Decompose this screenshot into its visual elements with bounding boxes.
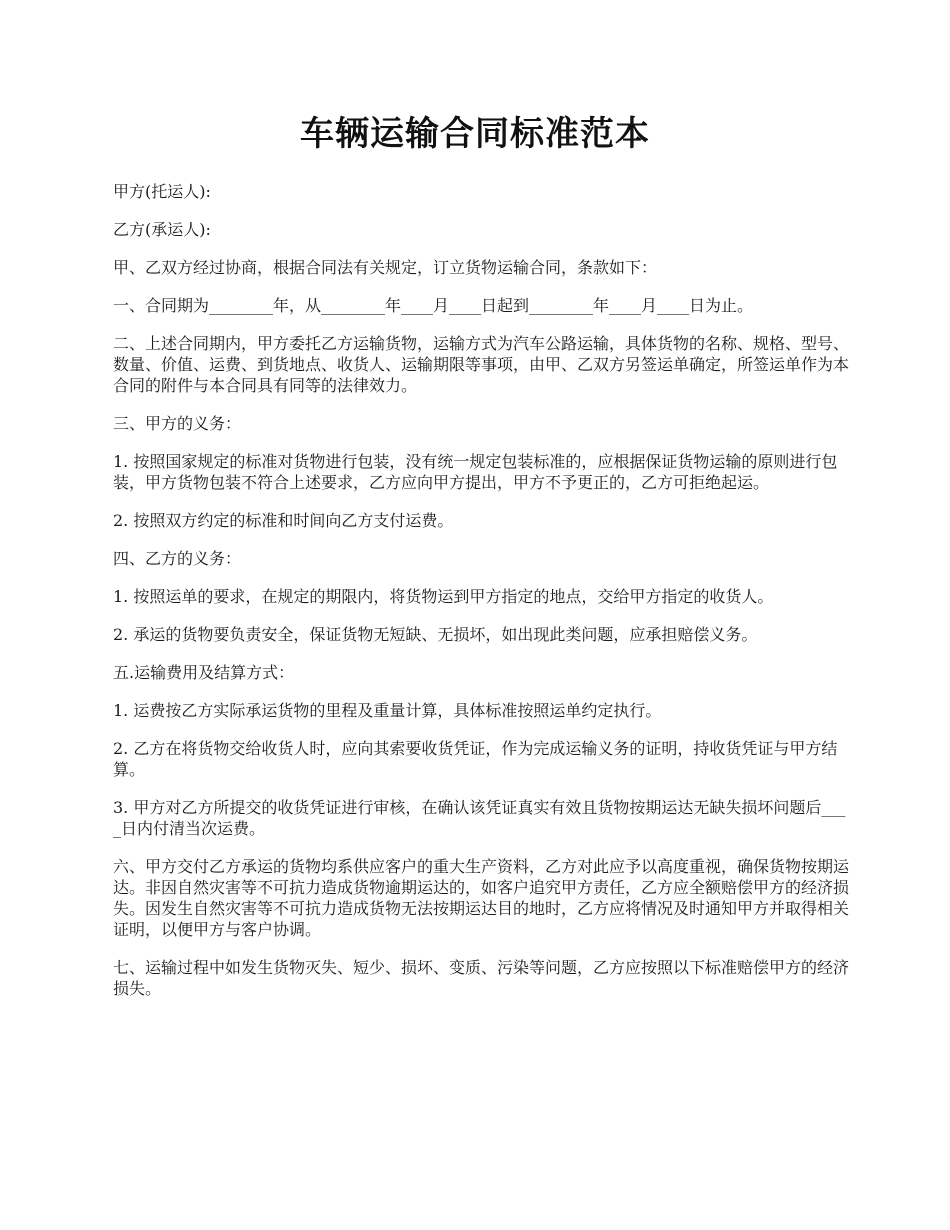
clause-5-heading: 五.运输费用及结算方式： [113,663,295,682]
clause-5-item-3: 3. 甲方对乙方所提交的收货凭证进行审核，在确认该凭证真实有效且货物按期运达无缺失损坏问题后____日内付清当次运费。 [113,798,846,838]
clause-4-item-1: 1. 按照运单的要求，在规定的期限内，将货物运到甲方指定的地点，交给甲方指定的收货人。 [113,587,774,606]
clause-6-paragraph: 六、甲方交付乙方承运的货物均系供应客户的重大生产资料，乙方对此应予以高度重视，确保货物按期运达。非因自然灾害等不可抗力造成货物逾期运达的，如客户追究甲方责任，乙方应全额赔偿甲方的经济损失。因发生自然灾害等不可抗力造成货物无法按期运达目的地时，乙方应将情况及时通知甲方并取得相关证明，以便甲方与客户协调。 [113,857,850,939]
clause-4-item-2: 2. 承运的货物要负责安全，保证货物无短缺、无损坏，如出现此类问题，应承担赔偿义务。 [113,625,758,644]
party-a-line: 甲方(托运人): [113,182,211,201]
intro-paragraph: 甲、乙双方经过协商，根据合同法有关规定，订立货物运输合同，条款如下： [113,258,658,277]
clause-3-item-2: 2. 按照双方约定的标准和时间向乙方支付运费。 [113,511,454,530]
clause-7-paragraph: 七、运输过程中如发生货物灭失、短少、损坏、变质、污染等问题，乙方应按照以下标准赔偿甲方的经济损失。 [113,958,850,998]
clause-5-item-2: 2. 乙方在将货物交给收货人时，应向其索要收货凭证，作为完成运输义务的证明，持收货凭证与甲方结算。 [113,739,838,779]
document-title: 车辆运输合同标准范本 [300,114,650,154]
clause-5-item-1: 1. 运费按乙方实际承运货物的里程及重量计算，具体标准按照运单约定执行。 [113,701,662,720]
clause-4-heading: 四、乙方的义务： [113,549,242,568]
document-body [113,181,853,1016]
clause-3-heading: 三、甲方的义务： [113,414,242,433]
clause-3-item-1: 1. 按照国家规定的标准对货物进行包装，没有统一规定包装标准的，应根据保证货物运输的原则进行包装，甲方货物包装不符合上述要求，乙方应向甲方提出，甲方不予更正的，乙方可拒绝起运。 [113,452,838,492]
clause-2-scope: 二、上述合同期内，甲方委托乙方运输货物，运输方式为汽车公路运输，具体货物的名称、规格、型号、数量、价值、运费、到货地点、收货人、运输期限等事项，由甲、乙双方另签运单确定，所签运单作为本合同的附件与本合同具有同等的法律效力。 [113,334,850,395]
clause-1-term: 一、合同期为________年，从________年____月____日起到________年____月____日为止。 [113,296,754,315]
party-b-line: 乙方(承运人): [113,220,211,239]
